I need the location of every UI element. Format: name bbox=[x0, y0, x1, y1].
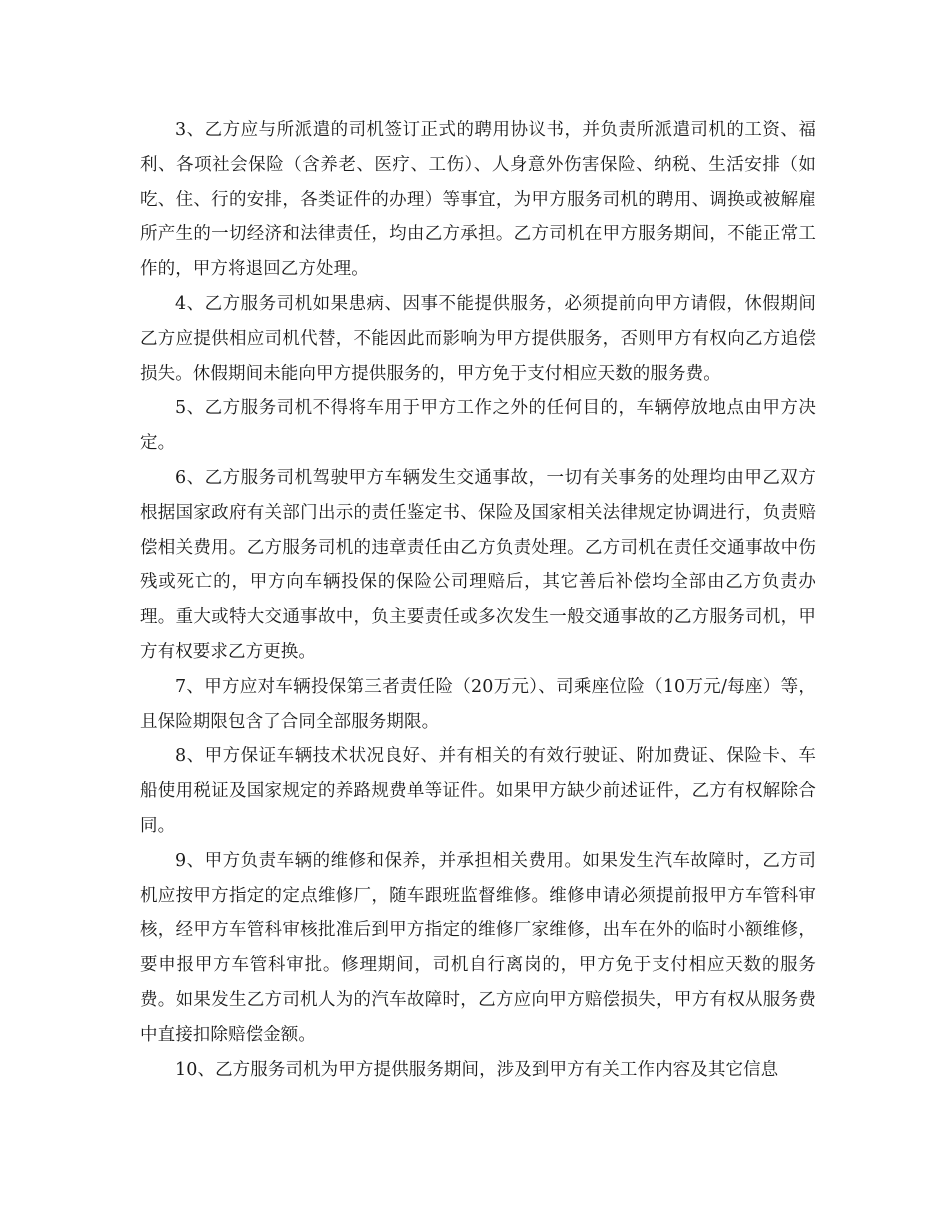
clause-6-paragraph: 6、乙方服务司机驾驶甲方车辆发生交通事故，一切有关事务的处理均由甲乙双方根据国家政府有关部门出示的责任鉴定书、保险及国家相关法律规定协调进行，负责赔偿相关费用。乙方服务司机的违章责任由乙方负责处理。乙方司机在责任交通事故中伤残或死亡的，甲方向车辆投保的保险公司理赔后，其它善后补偿均全部由乙方负责办理。重大或特大交通事故中，负主要责任或多次发生一般交通事故的乙方服务司机，甲方有权要求乙方更换。 bbox=[140, 467, 816, 662]
document-body bbox=[140, 113, 816, 1087]
clause-7-paragraph: 7、甲方应对车辆投保第三者责任险（20万元）、司乘座位险（10万元/每座）等，且保险期限包含了合同全部服务期限。 bbox=[140, 676, 816, 732]
clause-10-paragraph: 10、乙方服务司机为甲方提供服务期间，涉及到甲方有关工作内容及其它信息 bbox=[175, 1059, 779, 1080]
clause-3-paragraph: 3、乙方应与所派遣的司机签订正式的聘用协议书，并负责所派遣司机的工资、福利、各项社会保险（含养老、医疗、工伤）、人身意外伤害保险、纳税、生活安排（如吃、住、行的安排，各类证件的办理）等事宜，为甲方服务司机的聘用、调换或被解雇所产生的一切经济和法律责任，均由乙方承担。乙方司机在甲方服务期间，不能正常工作的，甲方将退回乙方处理。 bbox=[140, 120, 816, 280]
clause-8-paragraph: 8、甲方保证车辆技术状况良好、并有相关的有效行驶证、附加费证、保险卡、车船使用税证及国家规定的养路规费单等证件。如果甲方缺少前述证件，乙方有权解除合同。 bbox=[140, 746, 816, 836]
clause-5-paragraph: 5、乙方服务司机不得将车用于甲方工作之外的任何目的，车辆停放地点由甲方决定。 bbox=[140, 398, 816, 454]
clause-9-paragraph: 9、甲方负责车辆的维修和保养，并承担相关费用。如果发生汽车故障时，乙方司机应按甲方指定的定点维修厂，随车跟班监督维修。维修申请必须提前报甲方车管科审核，经甲方车管科审核批准后到甲方指定的维修厂家维修，出车在外的临时小额维修，要申报甲方车管科审批。修理期间，司机自行离岗的，甲方免于支付相应天数的服务费。如果发生乙方司机人为的汽车故障时，乙方应向甲方赔偿损失，甲方有权从服务费中直接扣除赔偿金额。 bbox=[140, 850, 816, 1045]
clause-4-paragraph: 4、乙方服务司机如果患病、因事不能提供服务，必须提前向甲方请假，休假期间乙方应提供相应司机代替，不能因此而影响为甲方提供服务，否则甲方有权向乙方追偿损失。休假期间未能向甲方提供服务的，甲方免于支付相应天数的服务费。 bbox=[140, 293, 816, 384]
